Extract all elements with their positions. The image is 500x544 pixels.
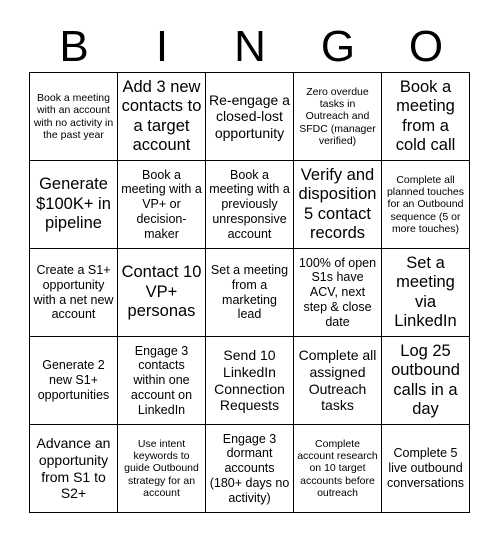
bingo-cell[interactable]	[294, 249, 382, 337]
bingo-cell[interactable]	[382, 425, 470, 513]
bingo-cell-text: Engage 3 dormant accounts (180+ days no activity)	[209, 431, 290, 505]
bingo-cell[interactable]	[30, 73, 118, 161]
bingo-cell-text: Use intent keywords to guide Outbound strategy for an account	[124, 437, 199, 500]
bingo-cell[interactable]	[118, 337, 206, 425]
bingo-cell-text: Generate $100K+ in pipeline	[36, 175, 111, 233]
bingo-cell-text: Generate 2 new S1+ opportunities	[37, 358, 110, 402]
bingo-cell-text: Verify and disposition 5 contact records	[298, 165, 377, 242]
bingo-cell[interactable]	[30, 425, 118, 513]
bingo-cell[interactable]	[206, 73, 294, 161]
bingo-cell-text: Book a meeting with a VP+ or decision-maker	[121, 167, 202, 241]
bingo-cell[interactable]	[118, 73, 206, 161]
bingo-cell-text: Engage 3 contacts within one account on LinkedIn	[130, 343, 193, 417]
bingo-cell[interactable]	[118, 249, 206, 337]
bingo-cell-text: Set a meeting via LinkedIn	[394, 253, 457, 330]
bingo-cell-text: Re-engage a closed-lost opportunity	[209, 91, 290, 141]
bingo-cell[interactable]	[206, 425, 294, 513]
bingo-cell-text: 100% of open S1s have ACV, next step & close date	[298, 255, 377, 329]
bingo-cell[interactable]	[382, 249, 470, 337]
header-letter-g: G	[320, 22, 356, 71]
bingo-cell-text: Log 25 outbound calls in a day	[391, 341, 460, 418]
header-letter-n: N	[234, 22, 266, 71]
bingo-cell[interactable]	[30, 249, 118, 337]
bingo-cell[interactable]	[118, 161, 206, 249]
bingo-cell-text: Complete account research on 10 target accounts before outreach	[297, 437, 378, 500]
bingo-cell[interactable]	[206, 337, 294, 425]
bingo-cell-text: Add 3 new contacts to a target account	[121, 77, 202, 154]
bingo-cell[interactable]	[382, 337, 470, 425]
bingo-cell[interactable]	[294, 73, 382, 161]
bingo-cell-text: Contact 10 VP+ personas	[121, 263, 202, 321]
bingo-cell-text: Create a S1+ opportunity with a net new account	[33, 263, 114, 322]
bingo-cell[interactable]	[118, 425, 206, 513]
bingo-card-grid	[29, 72, 470, 513]
bingo-cell-text: Send 10 LinkedIn Connection Requests	[214, 347, 285, 414]
bingo-cell-text: Book a meeting from a cold call	[395, 77, 456, 154]
bingo-cell[interactable]	[206, 249, 294, 337]
header-letter-b: B	[59, 22, 89, 71]
bingo-cell[interactable]	[382, 73, 470, 161]
header-letter-o: O	[408, 22, 444, 71]
bingo-cell-text: Complete 5 live outbound conversations	[386, 446, 465, 490]
bingo-cell-text: Book a meeting with a previously unresponsive account	[209, 167, 290, 241]
bingo-cell[interactable]	[30, 161, 118, 249]
bingo-cell[interactable]	[294, 161, 382, 249]
bingo-cell-text: Book a meeting with an account with no activity in the past year	[33, 91, 114, 141]
bingo-cell[interactable]	[206, 161, 294, 249]
bingo-header	[30, 20, 470, 74]
bingo-cell[interactable]	[294, 425, 382, 513]
bingo-cell[interactable]	[382, 161, 470, 249]
bingo-cell-text: Complete all planned touches for an Outbound sequence (5 or more touches)	[386, 173, 465, 236]
bingo-cell[interactable]	[30, 337, 118, 425]
bingo-cell[interactable]	[294, 337, 382, 425]
bingo-cell-text: Complete all assigned Outreach tasks	[298, 347, 377, 414]
bingo-cell-text: Advance an opportunity from S1 to S2+	[36, 435, 111, 502]
bingo-cell-text: Set a meeting from a marketing lead	[210, 263, 289, 322]
bingo-cell-text: Zero overdue tasks in Outreach and SFDC (manager verified)	[299, 85, 376, 148]
header-letter-i: I	[155, 22, 169, 71]
